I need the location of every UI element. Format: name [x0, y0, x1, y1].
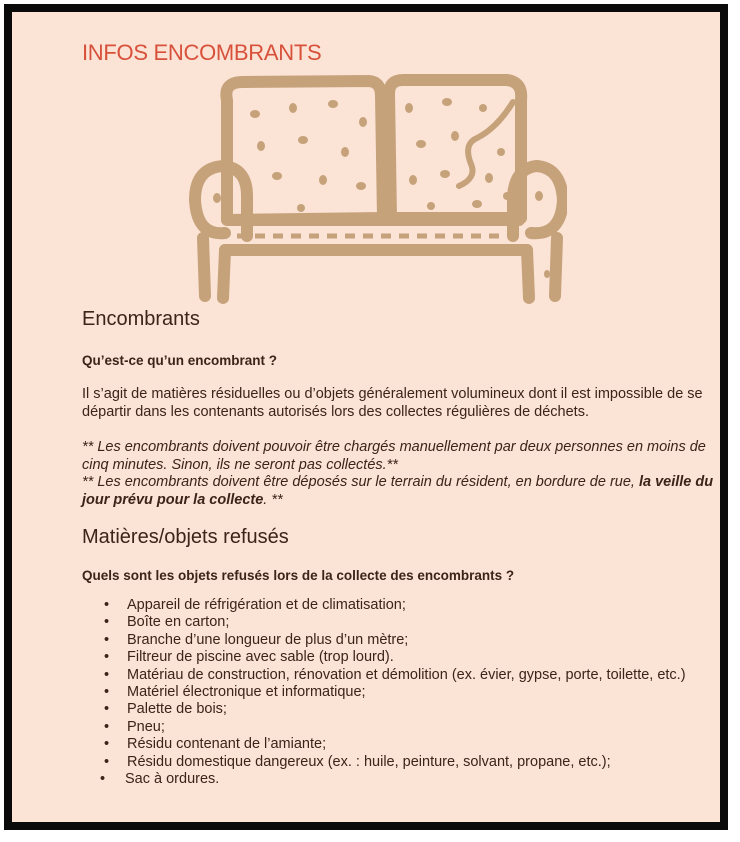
list-item: • Branche d’une longueur de plus d’un mètre;: [82, 632, 686, 649]
list-item: • Pneu;: [82, 719, 686, 736]
note-placement-bold: la veille du jour prévu pour la collecte: [82, 474, 714, 508]
page-title: INFOS ENCOMBRANTS: [82, 40, 322, 65]
list-item: • Palette de bois;: [82, 701, 686, 718]
question-refused-objects: Quels sont les objets refusés lors de la collecte des encombrants ?: [82, 568, 515, 583]
note-placement-end: . **: [263, 491, 283, 508]
list-item: • Sac à ordures.: [82, 771, 686, 788]
list-item: • Appareil de réfrigération et de climatisation;: [82, 597, 686, 614]
sofa-illustration: [177, 68, 567, 304]
note-placement-start: ** Les encombrants doivent être déposés sur le terrain du résident, en bordure de rue,: [82, 474, 639, 490]
note-manual-loading: ** Les encombrants doivent pouvoir être chargés manuellement par deux personnes en moins de cinq minutes. Sinon, ils ne seront pas collectés.**: [82, 439, 706, 473]
section-heading-encombrants: Encombrants: [82, 308, 200, 330]
list-item: • Matériel électronique et informatique;: [82, 684, 686, 701]
question-what-is: Qu’est-ce qu’un encombrant ?: [82, 353, 278, 368]
list-item: • Résidu domestique dangereux (ex. : huile, peinture, solvant, propane, etc.);: [82, 754, 686, 771]
list-item: • Filtreur de piscine avec sable (trop lourd).: [82, 649, 686, 666]
list-item: • Matériau de construction, rénovation et démolition (ex. évier, gypse, porte, toilette, etc.): [82, 667, 686, 684]
list-item: • Boîte en carton;: [82, 614, 686, 631]
definition-paragraph: Il s’agit de matières résiduelles ou d’objets généralement volumineux dont il est impossible de se départir dans les contenants autorisés lors des collectes régulières de déchets.: [82, 386, 703, 420]
page-frame: [4, 4, 728, 830]
list-item: • Résidu contenant de l’amiante;: [82, 736, 686, 753]
note-placement: [82, 474, 724, 509]
refused-items-list: [82, 597, 686, 788]
section-heading-refused: Matières/objets refusés: [82, 526, 289, 548]
